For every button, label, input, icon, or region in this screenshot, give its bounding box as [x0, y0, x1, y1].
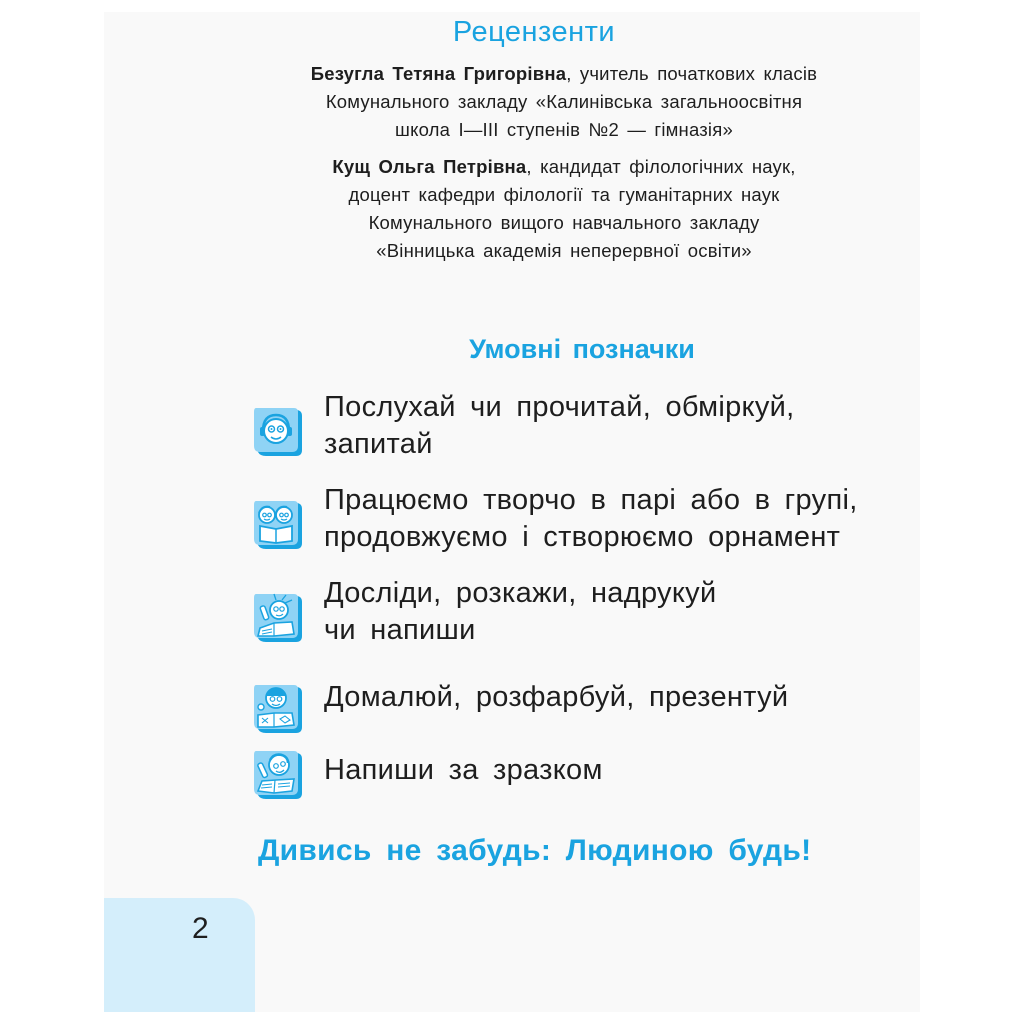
legend-text-line: запитай — [324, 428, 433, 460]
legend-item — [252, 575, 892, 649]
legend-item — [252, 389, 892, 463]
legend-text-line: Досліди, розкажи, надрукуй — [324, 577, 717, 609]
reviewer-position: , кандидат філологічних наук, — [526, 156, 796, 177]
legend-text-line: Працюємо творчо в парі або в групі, — [324, 484, 858, 516]
legend-text-line: Домалюй, розфарбуй, презентуй — [324, 681, 789, 713]
reviewer-name: Кущ Ольга Петрівна — [332, 156, 527, 177]
listening-child-headphones-icon — [252, 406, 304, 458]
legend-item-text — [324, 752, 603, 789]
legend-item-text — [324, 389, 795, 463]
motto: Дивись не забудь: Людиною будь! — [258, 834, 812, 867]
child-researching-writing-icon — [252, 592, 304, 644]
reviewer-line — [254, 153, 874, 181]
child-copying-sample-icon — [252, 749, 304, 801]
reviewer-line: доцент кафедри філології та гуманітарних наук — [348, 184, 780, 205]
legend-item — [252, 482, 892, 556]
reviewer-line — [254, 60, 874, 88]
legend-text-line: чи напиши — [324, 614, 476, 646]
reviewer-entry — [254, 153, 874, 265]
pair-reading-children-icon — [252, 499, 304, 551]
legend-heading: Умовні позначки — [469, 334, 695, 364]
page-number-tab — [104, 898, 255, 1012]
textbook-page — [104, 12, 920, 1012]
legend-item-text — [324, 482, 858, 556]
legend-item — [252, 752, 892, 801]
reviewer-entry — [254, 60, 874, 144]
reviewer-line: Комунального закладу «Калинівська загальноосвітня — [325, 91, 803, 112]
legend-item-text — [324, 575, 716, 649]
reviewer-position: , учитель початкових класів — [566, 63, 818, 84]
reviewer-line: школа І—ІІІ ступенів №2 — гімназія» — [395, 119, 733, 140]
reviewer-name: Безугла Тетяна Григорівна — [310, 63, 567, 84]
page-number: 2 — [192, 912, 209, 945]
reviewer-line: «Вінницька академія неперервної освіти» — [376, 240, 752, 261]
legend-text-line: Послухай чи прочитай, обміркуй, — [324, 391, 795, 423]
legend-text-line: продовжуємо і створюємо орнамент — [324, 521, 841, 553]
legend-item — [252, 679, 892, 735]
reviewer-line: Комунального вищого навчального закладу — [368, 212, 760, 233]
reviewers-heading: Рецензенти — [452, 16, 616, 48]
legend-item-text — [324, 679, 788, 716]
legend-text-line: Напиши за зразком — [324, 754, 603, 786]
child-drawing-icon — [252, 683, 304, 735]
